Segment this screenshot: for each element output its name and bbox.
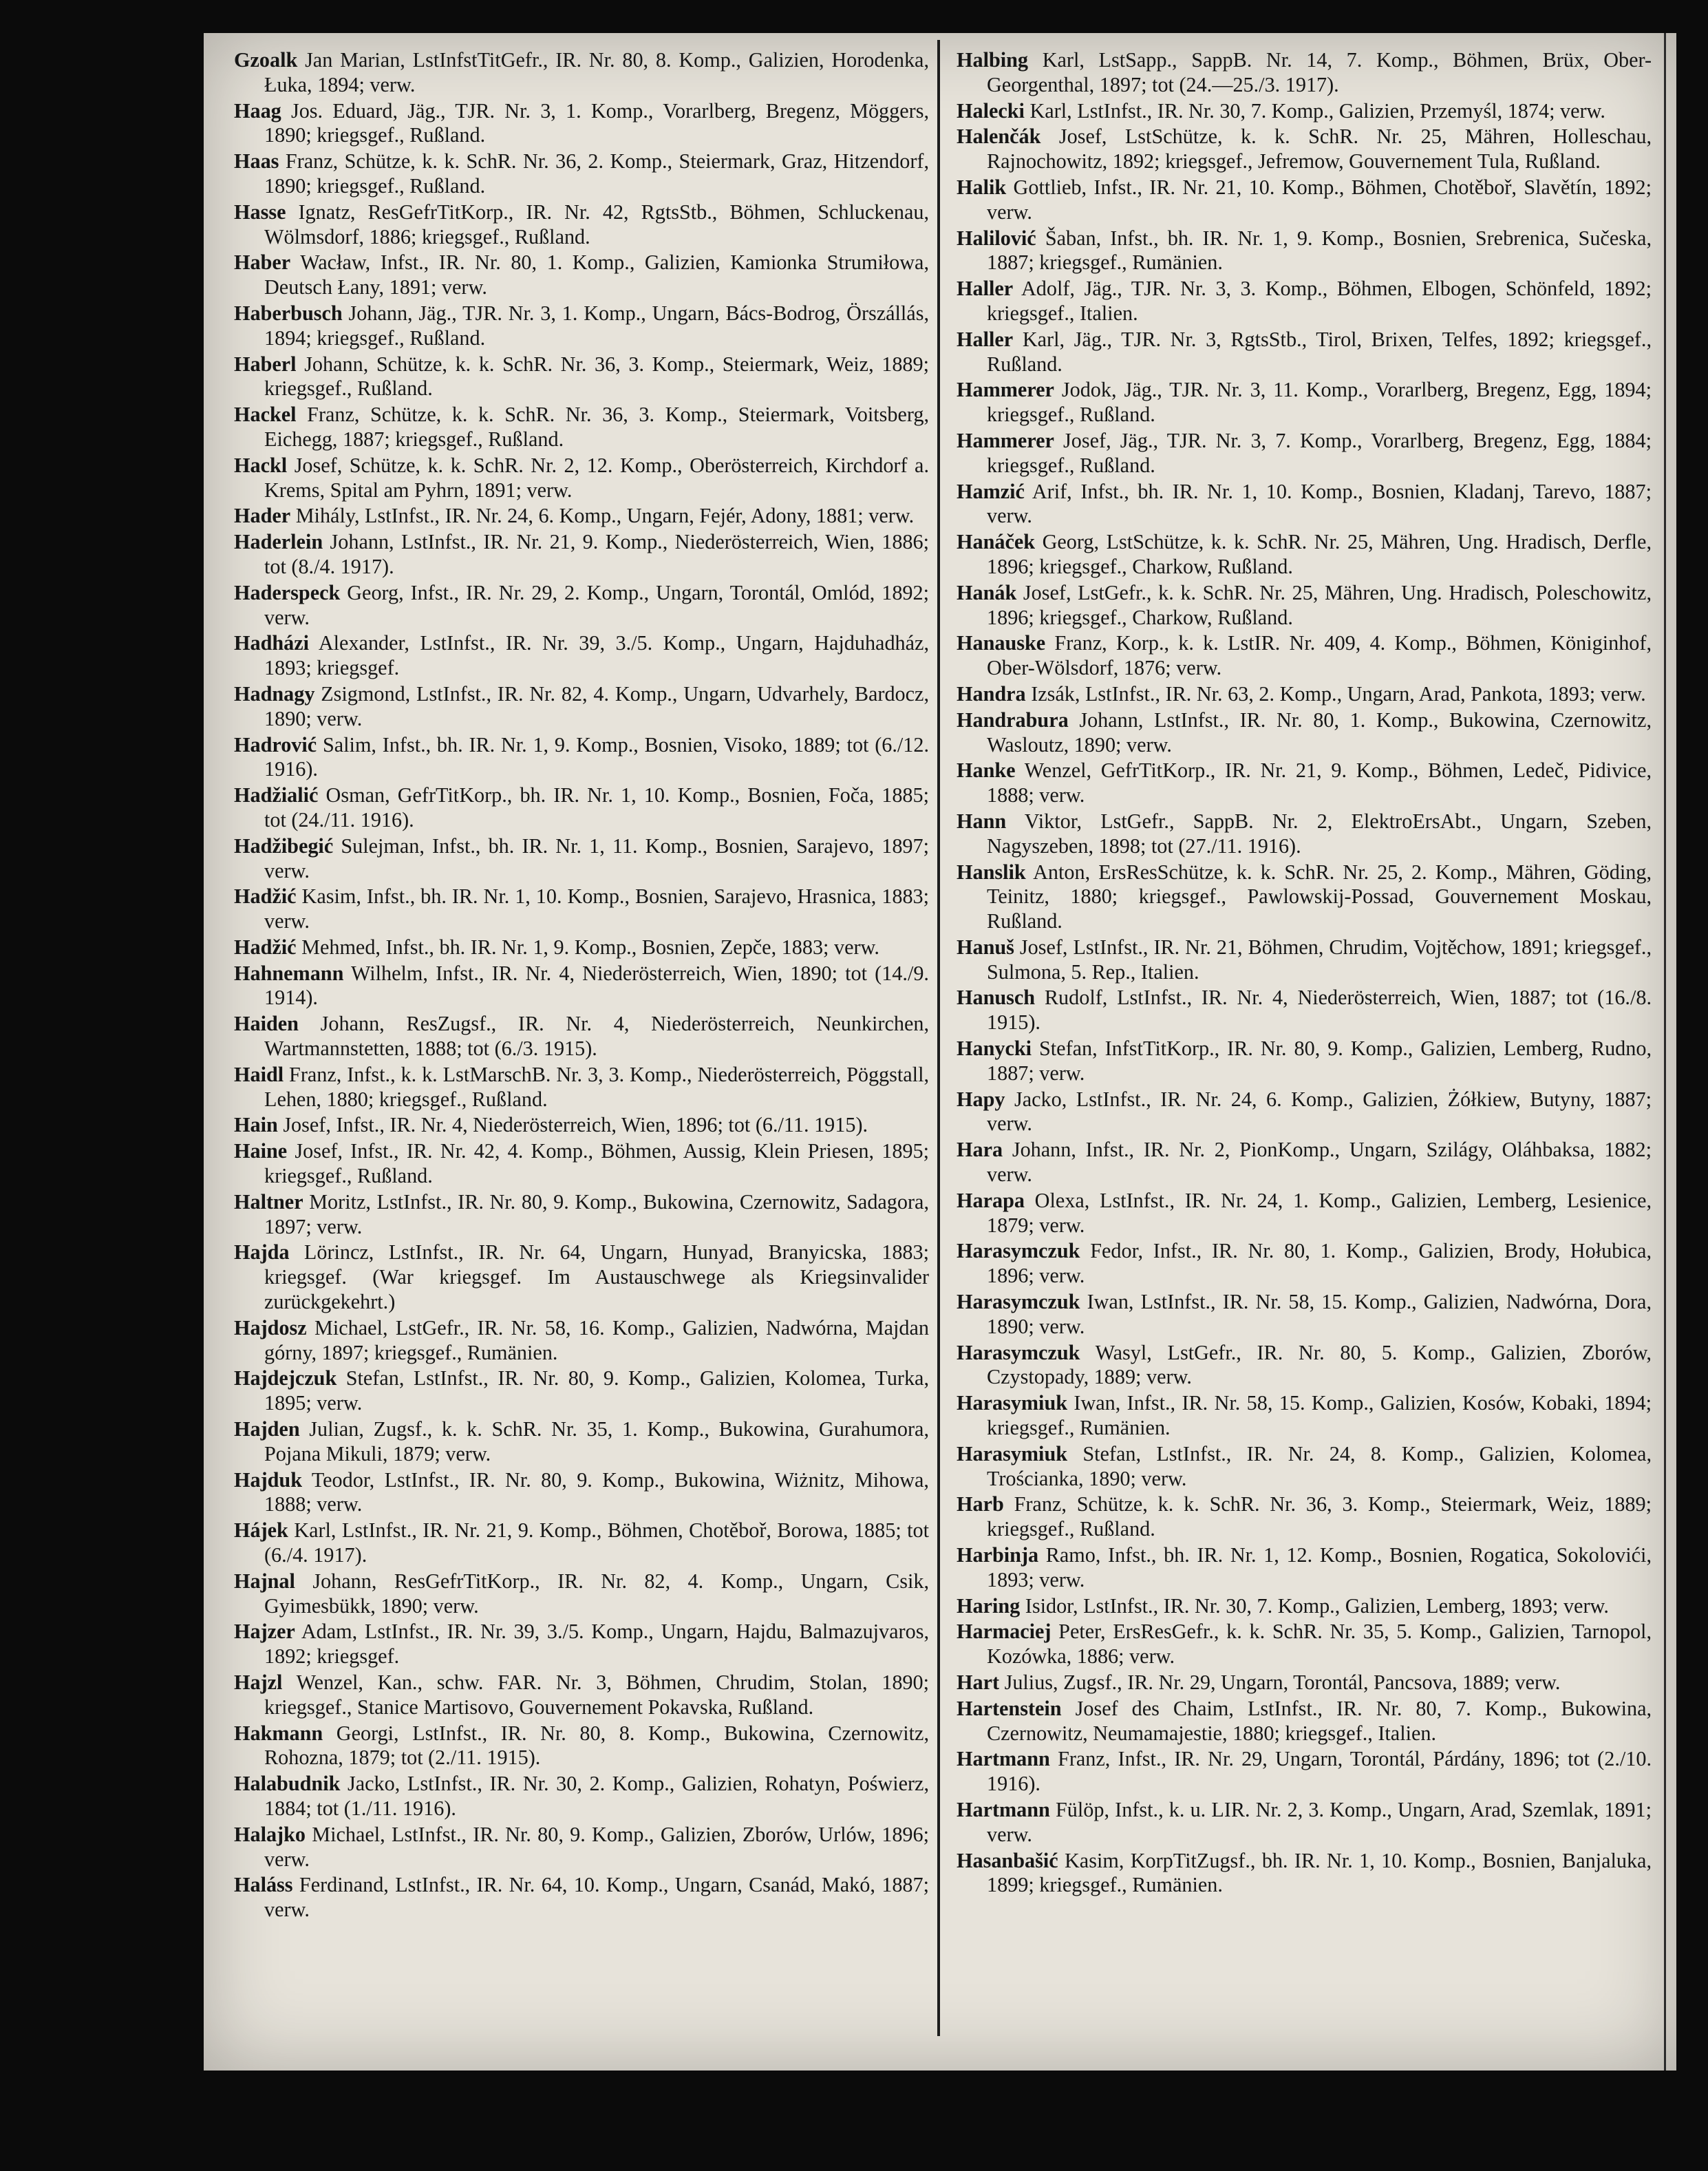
entry-details: Franz, Schütze, k. k. SchR. Nr. 36, 2. Komp., Steiermark, Graz, Hitzendorf, 1890; kriegsgef., Rußland. [264,149,929,198]
list-item [957,682,1652,707]
entry-surname: Halenčák [957,125,1041,149]
entry-surname: Hájek [234,1518,288,1543]
entry-details: Franz, Infst., k. k. LstMarschB. Nr. 3, 3. Komp., Niederösterreich, Pöggstall, Lehen, 1880; kriegsgef., Rußland. [264,1062,930,1111]
list-item [957,631,1652,681]
entry-surname: Haine [234,1139,288,1163]
entry-details: Stefan, InfstTitKorp., IR. Nr. 80, 9. Komp., Galizien, Lemberg, Rudno, 1887; verw. [987,1037,1652,1085]
entry-surname: Hart [957,1671,1000,1694]
entry-details: Josef, Jäg., TJR. Nr. 3, 7. Komp., Vorarlberg, Bregenz, Egg, 1884; kriegsgef., Rußland. [987,428,1652,477]
entry-surname: Hajda [234,1240,290,1264]
entry-details: Josef, LstInfst., IR. Nr. 21, Böhmen, Chrudim, Vojtěchow, 1891; kriegsgef., Sulmona, 5. Rep., Italien. [987,935,1652,984]
list-item [234,834,929,884]
entry-surname: Hanslik [957,860,1026,884]
entry-details: Olexa, LstInfst., IR. Nr. 24, 1. Komp., Galizien, Lemberg, Lesienice, 1879; verw. [987,1188,1652,1237]
entry-details: Johann, Infst., IR. Nr. 2, PionKomp., Ungarn, Szilágy, Oláhbaksa, 1882; verw. [987,1138,1652,1187]
entry-surname: Haderlein [234,530,323,554]
list-item [234,530,929,580]
list-item [234,1240,929,1314]
entry-surname: Haiden [234,1012,299,1036]
entry-surname: Haidl [234,1062,284,1086]
list-item [957,1037,1652,1086]
entry-surname: Hanusch [957,986,1036,1010]
entry-surname: Hajdosz [234,1315,307,1339]
list-item [957,429,1652,478]
entry-surname: Hammerer [957,428,1054,452]
entry-surname: Hasanbašić [957,1848,1058,1872]
entry-details: Georg, Infst., IR. Nr. 29, 2. Komp., Ungarn, Torontál, Omlód, 1892; verw. [264,580,930,629]
entry-surname: Haláss [234,1873,293,1897]
entry-surname: Halecki [957,98,1025,123]
entry-surname: Hajdejczuk [234,1366,337,1390]
entry-details: Johann, Schütze, k. k. SchR. Nr. 36, 3. Komp., Steiermark, Weiz, 1889; kriegsgef., Rußland. [264,352,930,401]
entry-surname: Hadnagy [234,681,315,706]
list-item [957,759,1652,808]
entry-surname: Haas [234,149,279,173]
list-item [957,1620,1652,1669]
entry-details: Julius, Zugsf., IR. Nr. 29, Ungarn, Torontál, Pancsova, 1889; verw. [1004,1671,1561,1694]
entry-details: Jos. Eduard, Jäg., TJR. Nr. 3, 1. Komp., Vorarlberg, Bregenz, Möggers, 1890; kriegsgef., Rußland. [264,98,929,147]
list-item [234,403,929,452]
entry-surname: Hajden [234,1417,300,1441]
entry-details: Josef, Infst., IR. Nr. 4, Niederösterreich, Wien, 1896; tot (6./11. 1915). [283,1113,868,1137]
entry-details: Jacko, LstInfst., IR. Nr. 24, 6. Komp., Galizien, Żółkiew, Butyny, 1887; verw. [987,1087,1652,1136]
entry-details: Johann, LstInfst., IR. Nr. 21, 9. Komp., Niederösterreich, Wien, 1886; tot (8./4. 1917). [264,530,930,578]
entry-surname: Hasse [234,200,286,224]
list-item [957,1138,1652,1187]
entry-surname: Haber [234,251,291,275]
entry-details: Wasyl, LstGefr., IR. Nr. 80, 5. Komp., Galizien, Zborów, Czystopady, 1889; verw. [987,1340,1652,1389]
list-item [234,251,929,300]
entry-surname: Haller [957,327,1014,351]
entry-surname: Harasymiuk [957,1391,1068,1415]
entry-surname: Hartmann [957,1797,1050,1821]
entry-details: Karl, LstSapp., SappB. Nr. 14, 7. Komp., Böhmen, Brüx, Ober-Georgenthal, 1897; tot (24.—25./3. 1917). [987,48,1652,96]
entry-surname: Halajko [234,1822,306,1846]
entry-details: Gottlieb, Infst., IR. Nr. 21, 10. Komp., Böhmen, Chotěboř, Slavětín, 1892; verw. [987,175,1652,224]
entry-details: Ramo, Infst., bh. IR. Nr. 1, 12. Komp., Bosnien, Rogatica, Sokolovići, 1893; verw. [987,1543,1652,1591]
entry-surname: Hanáček [957,530,1036,554]
entry-details: Lörincz, LstInfst., IR. Nr. 64, Ungarn, Hunyad, Branyicska, 1883; kriegsgef. (War kriegsgef. Im Austauschwege als Kriegsinvalider zurückgekehrt.) [264,1240,929,1314]
entry-surname: Harmaciej [957,1620,1052,1644]
entry-surname: Handra [957,681,1026,706]
entry-details: Šaban, Infst., bh. IR. Nr. 1, 9. Komp., Bosnien, Srebrenica, Sučeska, 1887; kriegsgef., Rumänien. [987,226,1652,275]
entry-surname: Halilović [957,226,1036,250]
list-item [957,480,1652,529]
list-item [234,1366,929,1416]
list-item [234,962,929,1011]
entry-surname: Hackel [234,403,297,427]
list-item [957,708,1652,758]
entry-details: Zsigmond, LstInfst., IR. Nr. 82, 4. Komp., Ungarn, Udvarhely, Bardocz, 1890; verw. [264,681,929,730]
entry-surname: Hammerer [957,378,1054,402]
entry-surname: Harasymiuk [957,1441,1068,1465]
list-item [957,1543,1652,1593]
list-item [234,99,929,149]
entry-details: Teodor, LstInfst., IR. Nr. 80, 9. Komp., Bukowina, Wiżnitz, Mihowa, 1888; verw. [264,1468,929,1516]
entry-surname: Hanuš [957,935,1014,959]
entry-details: Franz, Schütze, k. k. SchR. Nr. 36, 3. Komp., Steiermark, Weiz, 1889; kriegsgef., Rußland. [987,1492,1652,1541]
entry-surname: Hanycki [957,1037,1032,1061]
list-item [234,1417,929,1467]
entry-surname: Hackl [234,453,288,477]
entry-surname: Harb [957,1492,1004,1516]
list-item [957,226,1652,276]
list-item [234,885,929,934]
entry-details: Karl, LstInfst., IR. Nr. 21, 9. Komp., Böhmen, Chotěboř, Borowa, 1885; tot (6./4. 1917). [264,1518,930,1567]
entry-surname: Hajzl [234,1671,283,1694]
entry-surname: Hadrović [234,732,317,756]
entry-details: Franz, Infst., IR. Nr. 29, Ungarn, Torontál, Párdány, 1896; tot (2./10. 1916). [987,1747,1652,1796]
entry-surname: Hadžić [234,935,297,959]
entry-details: Peter, ErsResGefr., k. k. SchR. Nr. 35, 5. Komp., Galizien, Tarnopol, Kozówka, 1886; verw. [987,1620,1652,1669]
entry-details: Iwan, Infst., IR. Nr. 58, 15. Komp., Galizien, Kosów, Kobaki, 1894; kriegsgef., Rumänien. [987,1391,1652,1440]
entry-details: Jan Marian, LstInfstTitGefr., IR. Nr. 80, 8. Komp., Galizien, Horodenka, Łuka, 1894; verw. [264,48,929,96]
entry-details: Viktor, LstGefr., SappB. Nr. 2, ElektroErsAbt., Ungarn, Szeben, Nagyszeben, 1898; tot (27./11. 1916). [987,809,1652,858]
entry-details: Kasim, KorpTitZugsf., bh. IR. Nr. 1, 10. Komp., Bosnien, Banjaluka, 1899; kriegsgef., Rumänien. [987,1848,1652,1897]
entry-details: Stefan, LstInfst., IR. Nr. 80, 9. Komp., Galizien, Kolomea, Turka, 1895; verw. [264,1366,929,1415]
list-item [957,277,1652,326]
entry-details: Georg, LstSchütze, k. k. SchR. Nr. 25, Mähren, Ung. Hradisch, Derfle, 1896; kriegsgef., Charkow, Rußland. [987,530,1652,578]
list-item [957,1341,1652,1390]
column-divider [937,40,940,2036]
list-item [957,1088,1652,1137]
entry-surname: Hanke [957,759,1016,783]
entry-surname: Harasymczuk [957,1239,1080,1263]
entry-details: Alexander, LstInfst., IR. Nr. 39, 3./5. Komp., Ungarn, Hajduhadház, 1893; kriegsgef. [264,631,929,680]
list-item [234,1823,929,1872]
list-item [957,1442,1652,1492]
entry-details: Georgi, LstInfst., IR. Nr. 80, 8. Komp., Bukowina, Czernowitz, Rohozna, 1879; tot (2./11. 1915). [264,1721,930,1770]
list-item [234,1620,929,1669]
list-item [957,1747,1652,1797]
entry-surname: Halik [957,175,1007,199]
entry-details: Moritz, LstInfst., IR. Nr. 80, 9. Komp., Bukowina, Czernowitz, Sadagora, 1897; verw. [264,1189,929,1238]
list-item [957,125,1652,174]
entry-details: Josef, Schütze, k. k. SchR. Nr. 2, 12. Komp., Oberösterreich, Kirchdorf a. Krems, Spital am Pyhrn, 1891; verw. [264,453,930,502]
entry-details: Fedor, Infst., IR. Nr. 80, 1. Komp., Galizien, Brody, Hołubica, 1896; verw. [987,1239,1652,1288]
entry-surname: Hann [957,809,1007,833]
entry-details: Josef des Chaim, LstInfst., IR. Nr. 80, 7. Komp., Bukowina, Czernowitz, Neumamajestie, 1880; kriegsgef., Italien. [987,1696,1652,1745]
entry-details: Karl, Jäg., TJR. Nr. 3, RgtsStb., Tirol, Brixen, Telfes, 1892; kriegsgef., Rußland. [987,327,1652,376]
entry-details: Sulejman, Infst., bh. IR. Nr. 1, 11. Komp., Bosnien, Sarajevo, 1897; verw. [264,834,929,882]
left-column [234,48,929,1924]
entry-details: Johann, ResGefrTitKorp., IR. Nr. 82, 4. Komp., Ungarn, Csik, Gyimesbükk, 1890; verw. [264,1569,929,1618]
list-item [234,682,929,732]
list-item [234,1772,929,1821]
list-item [957,1189,1652,1238]
entry-surname: Hadžialić [234,783,319,807]
list-item [957,1594,1652,1619]
list-item [234,504,929,529]
list-item [957,809,1652,859]
entry-details: Ferdinand, LstInfst., IR. Nr. 64, 10. Komp., Ungarn, Csanád, Makó, 1887; verw. [264,1873,929,1922]
entry-surname: Hader [234,504,291,528]
entry-details: Johann, LstInfst., IR. Nr. 80, 1. Komp., Bukowina, Czernowitz, Wasloutz, 1890; verw. [987,708,1652,756]
entry-details: Fülöp, Infst., k. u. LIR. Nr. 2, 3. Komp., Ungarn, Arad, Szemlak, 1891; verw. [987,1797,1652,1846]
entry-surname: Harasymczuk [957,1290,1080,1314]
entry-surname: Hadházi [234,631,310,655]
entry-details: Michael, LstInfst., IR. Nr. 80, 9. Komp., Galizien, Zborów, Urlów, 1896; verw. [264,1822,929,1871]
entry-details: Wilhelm, Infst., IR. Nr. 4, Niederösterreich, Wien, 1890; tot (14./9. 1914). [264,961,929,1010]
entry-surname: Hahnemann [234,961,344,985]
entry-surname: Haag [234,98,281,123]
entry-details: Rudolf, LstInfst., IR. Nr. 4, Niederösterreich, Wien, 1887; tot (16./8. 1915). [987,986,1652,1035]
entry-details: Johann, Jäg., TJR. Nr. 3, 1. Komp., Ungarn, Bács-Bodrog, Örszállás, 1894; kriegsgef., Rußland. [264,301,930,350]
list-item [957,1849,1652,1898]
list-item [234,1518,929,1568]
list-item [957,1697,1652,1746]
list-item [957,1290,1652,1339]
list-item [957,581,1652,631]
list-item [234,935,929,960]
entry-details: Adam, LstInfst., IR. Nr. 39, 3./5. Komp., Ungarn, Hajdu, Balmazujvaros, 1892; kriegsgef. [264,1620,929,1669]
entry-surname: Hain [234,1113,278,1137]
list-item [957,1492,1652,1542]
list-item [234,1063,929,1112]
entry-surname: Hanák [957,580,1017,604]
entry-surname: Hadžibegić [234,834,334,858]
entry-surname: Hartenstein [957,1696,1062,1720]
entry-details: Karl, LstInfst., IR. Nr. 30, 7. Komp., Galizien, Przemyśl, 1874; verw. [1029,98,1605,123]
entry-surname: Haring [957,1593,1021,1618]
list-item [234,1190,929,1240]
list-item [234,200,929,250]
entry-details: Izsák, LstInfst., IR. Nr. 63, 2. Komp., Ungarn, Arad, Pankota, 1893; verw. [1031,681,1646,706]
list-item [234,1012,929,1061]
list-item [234,783,929,833]
list-item [957,860,1652,934]
entry-surname: Haberbusch [234,301,343,325]
list-item [234,1671,929,1720]
entry-surname: Haltner [234,1189,303,1214]
entry-details: Franz, Schütze, k. k. SchR. Nr. 36, 3. Komp., Steiermark, Voitsberg, Eichegg, 1887; kriegsgef., Rußland. [264,403,929,451]
list-item [957,176,1652,225]
list-item [234,733,929,783]
list-item [957,935,1652,985]
list-item [234,352,929,402]
entry-surname: Handrabura [957,708,1069,732]
entry-details: Wacław, Infst., IR. Nr. 80, 1. Komp., Galizien, Kamionka Strumiłowa, Deutsch Łany, 1891; verw. [264,251,929,299]
entry-surname: Hajnal [234,1569,295,1593]
list-item [234,48,929,98]
entry-details: Osman, GefrTitKorp., bh. IR. Nr. 1, 10. Komp., Bosnien, Foča, 1885; tot (24./11. 1916). [264,783,929,832]
list-item [957,530,1652,580]
entry-details: Josef, LstGefr., k. k. SchR. Nr. 25, Mähren, Ung. Hradisch, Poleschowitz, 1896; kriegsgef., Charkow, Rußland. [987,580,1652,629]
entry-details: Mehmed, Infst., bh. IR. Nr. 1, 9. Komp., Bosnien, Zepče, 1883; verw. [301,935,879,959]
entry-surname: Haller [957,277,1014,301]
list-item [957,48,1652,98]
list-item [234,1569,929,1619]
list-item [234,454,929,503]
list-item [957,99,1652,124]
entry-details: Iwan, LstInfst., IR. Nr. 58, 15. Komp., Galizien, Nadwórna, Dora, 1890; verw. [987,1290,1652,1338]
entry-details: Stefan, LstInfst., IR. Nr. 24, 8. Komp., Galizien, Kolomea, Trościanka, 1890; verw. [987,1441,1652,1490]
entry-details: Mihály, LstInfst., IR. Nr. 24, 6. Komp., Ungarn, Fejér, Adony, 1881; verw. [295,504,915,528]
list-item [234,1873,929,1923]
entry-surname: Hajzer [234,1620,295,1644]
list-item [234,1316,929,1366]
entry-details: Isidor, LstInfst., IR. Nr. 30, 7. Komp., Galizien, Lemberg, 1893; verw. [1025,1593,1609,1618]
entry-surname: Hara [957,1138,1003,1162]
entry-details: Jodok, Jäg., TJR. Nr. 3, 11. Komp., Vorarlberg, Bregenz, Egg, 1894; kriegsgef., Rußland. [987,378,1652,427]
entry-details: Michael, LstGefr., IR. Nr. 58, 16. Komp., Galizien, Nadwórna, Majdan górny, 1897; kriegsgef., Rumänien. [264,1315,929,1364]
entry-details: Salim, Infst., bh. IR. Nr. 1, 9. Komp., Bosnien, Visoko, 1889; tot (6./12. 1916). [264,732,930,781]
entry-surname: Hakmann [234,1721,323,1745]
entry-details: Wenzel, Kan., schw. FAR. Nr. 3, Böhmen, Chrudim, Stolan, 1890; kriegsgef., Stanice Martisovo, Gouvernement Pokavska, Rußland. [264,1671,929,1719]
entry-surname: Hajduk [234,1468,302,1492]
list-item [957,1391,1652,1441]
scanned-page [204,33,1676,2071]
list-item [957,1239,1652,1289]
list-item [234,1139,929,1189]
entry-details: Ignatz, ResGefrTitKorp., IR. Nr. 42, RgtsStb., Böhmen, Schluckenau, Wölmsdorf, 1886; kriegsgef., Rußland. [264,200,929,248]
list-item [957,986,1652,1035]
entry-details: Wenzel, GefrTitKorp., IR. Nr. 21, 9. Komp., Böhmen, Ledeč, Pidivice, 1888; verw. [987,759,1652,807]
entry-details: Johann, ResZugsf., IR. Nr. 4, Niederösterreich, Neunkirchen, Wartmannstetten, 1888; tot (6./3. 1915). [264,1012,929,1061]
entry-details: Franz, Korp., k. k. LstIR. Nr. 409, 4. Komp., Böhmen, Königinhof, Ober-Wölsdorf, 1876; verw. [987,631,1652,680]
list-item [957,328,1652,377]
list-item [957,1798,1652,1847]
list-item [234,581,929,631]
entry-surname: Hadžić [234,885,297,909]
list-item [957,378,1652,427]
entry-surname: Halabudnik [234,1772,341,1796]
page-edge-rule [1664,33,1666,2071]
entry-surname: Haderspeck [234,580,341,604]
entry-surname: Gzoalk [234,48,298,72]
list-item [234,1113,929,1138]
list-item [957,1671,1652,1695]
entry-surname: Halbing [957,48,1029,72]
entry-details: Jacko, LstInfst., IR. Nr. 30, 2. Komp., Galizien, Rohatyn, Poświerz, 1884; tot (1./11. 1916). [264,1772,929,1820]
entry-surname: Harasymczuk [957,1340,1080,1364]
right-column [957,48,1652,1899]
entry-details: Anton, ErsResSchütze, k. k. SchR. Nr. 25, 2. Komp., Mähren, Göding, Teinitz, 1880; kriegsgef., Pawlowskij-Possad, Gouvernement Moskau, Rußland. [987,860,1652,933]
entry-details: Kasim, Infst., bh. IR. Nr. 1, 10. Komp., Bosnien, Sarajevo, Hrasnica, 1883; verw. [264,885,930,933]
entry-surname: Hanauske [957,631,1046,655]
list-item [234,1468,929,1518]
entry-surname: Haberl [234,352,297,376]
entry-surname: Harapa [957,1188,1025,1212]
entry-details: Josef, LstSchütze, k. k. SchR. Nr. 25, Mähren, Holleschau, Rajnochowitz, 1892; kriegsgef., Jefremow, Gouvernement Tula, Rußland. [987,125,1652,173]
entry-surname: Hamzić [957,479,1025,503]
list-item [234,631,929,681]
entry-details: Adolf, Jäg., TJR. Nr. 3, 3. Komp., Böhmen, Elbogen, Schönfeld, 1892; kriegsgef., Italien. [987,277,1652,325]
entry-details: Julian, Zugsf., k. k. SchR. Nr. 35, 1. Komp., Bukowina, Gurahumora, Pojana Mikuli, 1879; verw. [264,1417,929,1465]
entry-surname: Harbinja [957,1543,1039,1567]
list-item [234,301,929,351]
entry-surname: Hapy [957,1087,1005,1111]
list-item [234,149,929,199]
entry-details: Arif, Infst., bh. IR. Nr. 1, 10. Komp., Bosnien, Kladanj, Tarevo, 1887; verw. [987,479,1652,528]
list-item [234,1722,929,1771]
entry-details: Josef, Infst., IR. Nr. 42, 4. Komp., Böhmen, Aussig, Klein Priesen, 1895; kriegsgef., Rußland. [264,1139,929,1188]
entry-surname: Hartmann [957,1747,1050,1771]
